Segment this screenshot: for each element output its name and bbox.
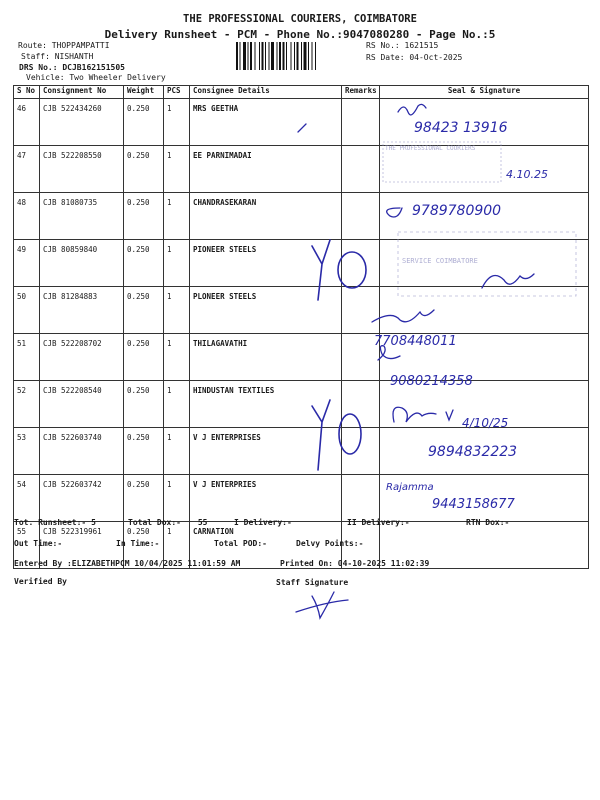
handwritten-phone-row46: 98423 13916 xyxy=(414,120,508,136)
cell-pcs: 1 xyxy=(164,381,190,428)
total-dox xyxy=(128,518,207,527)
col-header-sno: S No xyxy=(14,86,40,99)
col-header-consignment: Consignment No xyxy=(40,86,124,99)
cell-pcs: 1 xyxy=(164,334,190,381)
route-line xyxy=(18,41,110,50)
barcode-bar xyxy=(248,42,249,70)
cell-pcs: 1 xyxy=(164,193,190,240)
cell-consignment-no: CJB 522603742 xyxy=(40,475,124,522)
delvy-points: Delvy Points:- xyxy=(296,539,364,548)
barcode-bar xyxy=(301,42,302,70)
staff-value: NISHANTH xyxy=(54,52,94,61)
cell-sno: 55 xyxy=(14,522,40,569)
cell-seal-signature xyxy=(380,334,589,381)
col-header-weight: Weight xyxy=(124,86,164,99)
cell-sno: 53 xyxy=(14,428,40,475)
table-header-row xyxy=(14,86,589,99)
cell-weight: 0.250 xyxy=(124,428,164,475)
cell-sno: 49 xyxy=(14,240,40,287)
cell-consignee: PIONEER STEELS xyxy=(190,240,342,287)
barcode-bar xyxy=(250,42,252,70)
handwritten-phone-row51: 7708448011 xyxy=(374,334,457,349)
table-row xyxy=(14,287,589,334)
barcode-bar xyxy=(279,42,281,70)
i-delivery: I Delivery:- xyxy=(234,518,292,527)
cell-consignment-no: CJB 522208550 xyxy=(40,146,124,193)
table-row xyxy=(14,475,589,522)
barcode-bar xyxy=(240,42,241,70)
barcode-bar xyxy=(286,42,287,70)
cell-pcs: 1 xyxy=(164,240,190,287)
cell-sno: 46 xyxy=(14,99,40,146)
barcode-bar xyxy=(269,42,270,70)
cell-pcs: 1 xyxy=(164,428,190,475)
cell-weight: 0.250 xyxy=(124,240,164,287)
cell-pcs: 1 xyxy=(164,475,190,522)
col-header-consignee: Consignee Details xyxy=(190,86,342,99)
rs-no-label: RS No.: xyxy=(366,41,400,50)
cell-weight: 0.250 xyxy=(124,475,164,522)
cell-seal-signature xyxy=(380,146,589,193)
table-row xyxy=(14,334,589,381)
col-header-remarks: Remarks xyxy=(342,86,380,99)
cell-weight: 0.250 xyxy=(124,334,164,381)
cell-seal-signature xyxy=(380,381,589,428)
cell-remarks xyxy=(342,99,380,146)
barcode-bar xyxy=(271,42,274,70)
handwritten-date-row47: 4.10.25 xyxy=(506,168,548,181)
out-time: Out Time:- xyxy=(14,539,63,548)
total-pod: Total POD:- xyxy=(214,539,267,548)
barcode-bar xyxy=(277,42,278,70)
cell-weight: 0.250 xyxy=(124,287,164,334)
vehicle-line xyxy=(26,73,166,82)
barcode-bar xyxy=(315,42,316,70)
handwritten-phone-row54: 9894832223 xyxy=(428,444,518,460)
rs-no-line xyxy=(366,41,438,50)
cell-consignment-no: CJB 522603740 xyxy=(40,428,124,475)
table-row xyxy=(14,193,589,240)
drs-value: DCJB162151505 xyxy=(62,63,125,72)
cell-remarks xyxy=(342,146,380,193)
cell-pcs: 1 xyxy=(164,522,190,569)
rtn-dox: RTN Dox:- xyxy=(466,518,510,527)
table-row xyxy=(14,428,589,475)
table-row xyxy=(14,381,589,428)
handwritten-phone-row52: 9080214358 xyxy=(390,374,473,389)
cell-sno: 50 xyxy=(14,287,40,334)
barcode-bar xyxy=(308,42,309,70)
cell-pcs: 1 xyxy=(164,287,190,334)
cell-consignment-no: CJB 522208702 xyxy=(40,334,124,381)
cell-seal-signature xyxy=(380,193,589,240)
delivery-table xyxy=(13,85,589,569)
cell-seal-signature xyxy=(380,99,589,146)
barcode-bar xyxy=(291,42,292,70)
verified-by: Verified By xyxy=(14,577,67,586)
cell-weight: 0.250 xyxy=(124,99,164,146)
vehicle-label: Vehicle: xyxy=(26,73,65,82)
cell-consignment-no: CJB 81284883 xyxy=(40,287,124,334)
table-row xyxy=(14,240,589,287)
cell-remarks xyxy=(342,240,380,287)
barcode-bar xyxy=(262,42,264,70)
cell-remarks xyxy=(342,475,380,522)
handwritten-date-row53: 4/10/25 xyxy=(462,416,509,430)
barcode-bar xyxy=(255,42,256,70)
cell-consignment-no: CJB 80859840 xyxy=(40,240,124,287)
staff-signature-label: Staff Signature xyxy=(276,578,349,587)
col-header-pcs: PCS xyxy=(164,86,190,99)
ii-delivery: II Delivery:- xyxy=(347,518,410,527)
rs-date-value: 04-Oct-2025 xyxy=(409,53,463,62)
printed-on: Printed On: 04-10-2025 11:02:39 xyxy=(280,559,430,568)
handwritten-name-row55: Rajamma xyxy=(386,482,434,493)
cell-consignee: MRS GEETHA xyxy=(190,99,342,146)
cell-sno: 54 xyxy=(14,475,40,522)
cell-remarks xyxy=(342,381,380,428)
barcode-bar xyxy=(294,42,295,70)
barcode-bar xyxy=(265,42,266,70)
vehicle-value: Two Wheeler Delivery xyxy=(69,73,166,82)
cell-remarks xyxy=(342,428,380,475)
runsheet-title: Delivery Runsheet - PCM - Phone No.:9047080280 - Page No.:5 xyxy=(104,28,496,41)
cell-sno: 47 xyxy=(14,146,40,193)
barcode-bar xyxy=(312,42,313,70)
table-row xyxy=(14,99,589,146)
entered-by: Entered By :ELIZABETHPCM 10/04/2025 11:01:59 AM xyxy=(14,559,241,568)
cell-consignment-no: CJB 522208540 xyxy=(40,381,124,428)
cell-consignment-no: CJB 522434260 xyxy=(40,99,124,146)
cell-consignment-no: CJB 81080735 xyxy=(40,193,124,240)
drs-label: DRS No.: xyxy=(19,63,58,72)
cell-seal-signature xyxy=(380,287,589,334)
route-label: Route: xyxy=(18,41,47,50)
barcode xyxy=(236,42,358,70)
cell-sno: 52 xyxy=(14,381,40,428)
staff-line xyxy=(21,52,93,61)
cell-consignee: EE PARNIMADAI xyxy=(190,146,342,193)
route-value: THOPPAMPATTI xyxy=(51,41,110,50)
cell-consignee: THILAGAVATHI xyxy=(190,334,342,381)
staff-label: Staff: xyxy=(21,52,50,61)
cell-seal-signature xyxy=(380,240,589,287)
cell-consignee: CARNATION xyxy=(190,522,342,569)
cell-remarks xyxy=(342,287,380,334)
cell-sno: 48 xyxy=(14,193,40,240)
tot-runsheet-value: 5 xyxy=(91,518,96,527)
in-time: In Time:- xyxy=(116,539,160,548)
cell-weight: 0.250 xyxy=(124,146,164,193)
cell-pcs: 1 xyxy=(164,146,190,193)
barcode-bar xyxy=(297,42,299,70)
tot-runsheet-label: Tot. Runsheet:- xyxy=(14,518,87,527)
drs-line xyxy=(19,63,125,72)
barcode-bar xyxy=(259,42,260,70)
barcode-bar xyxy=(243,42,246,70)
rs-no-value: 1621515 xyxy=(404,41,439,50)
cell-weight: 0.250 xyxy=(124,193,164,240)
cell-consignee: PLONEER STEELS xyxy=(190,287,342,334)
tot-runsheet xyxy=(14,518,96,527)
cell-consignee: V J ENTERPRISES xyxy=(190,428,342,475)
cell-remarks xyxy=(342,334,380,381)
staff-signature xyxy=(296,592,348,618)
rs-date-line xyxy=(366,53,462,62)
cell-remarks xyxy=(342,193,380,240)
cell-consignee: V J ENTERPRIES xyxy=(190,475,342,522)
cell-consignee: HINDUSTAN TEXTILES xyxy=(190,381,342,428)
cell-consignment-no: CJB 522319961 xyxy=(40,522,124,569)
cell-seal-signature xyxy=(380,428,589,475)
cell-weight: 0.250 xyxy=(124,381,164,428)
table-row xyxy=(14,146,589,193)
company-name: THE PROFESSIONAL COURIERS, COIMBATORE xyxy=(183,13,417,25)
cell-sno: 51 xyxy=(14,334,40,381)
col-header-seal: Seal & Signature xyxy=(380,86,589,99)
cell-consignee: CHANDRASEKARAN xyxy=(190,193,342,240)
barcode-bar xyxy=(236,42,238,70)
handwritten-phone-row55: 9443158677 xyxy=(432,497,515,512)
rs-date-label: RS Date: xyxy=(366,53,405,62)
cell-seal-signature xyxy=(380,475,589,522)
cell-pcs: 1 xyxy=(164,99,190,146)
barcode-bar xyxy=(283,42,285,70)
handwritten-phone-row48: 9789780900 xyxy=(412,203,502,219)
stamp-row49-50: SERVICE COIMBATORE xyxy=(402,257,478,265)
total-dox-label: Total Dox:- xyxy=(128,518,181,527)
barcode-bar xyxy=(304,42,307,70)
total-dox-value: 55 xyxy=(197,518,208,527)
cell-weight: 0.250 xyxy=(124,522,164,569)
stamp-row47: THE PROFESSIONAL COURIERS xyxy=(385,145,476,152)
